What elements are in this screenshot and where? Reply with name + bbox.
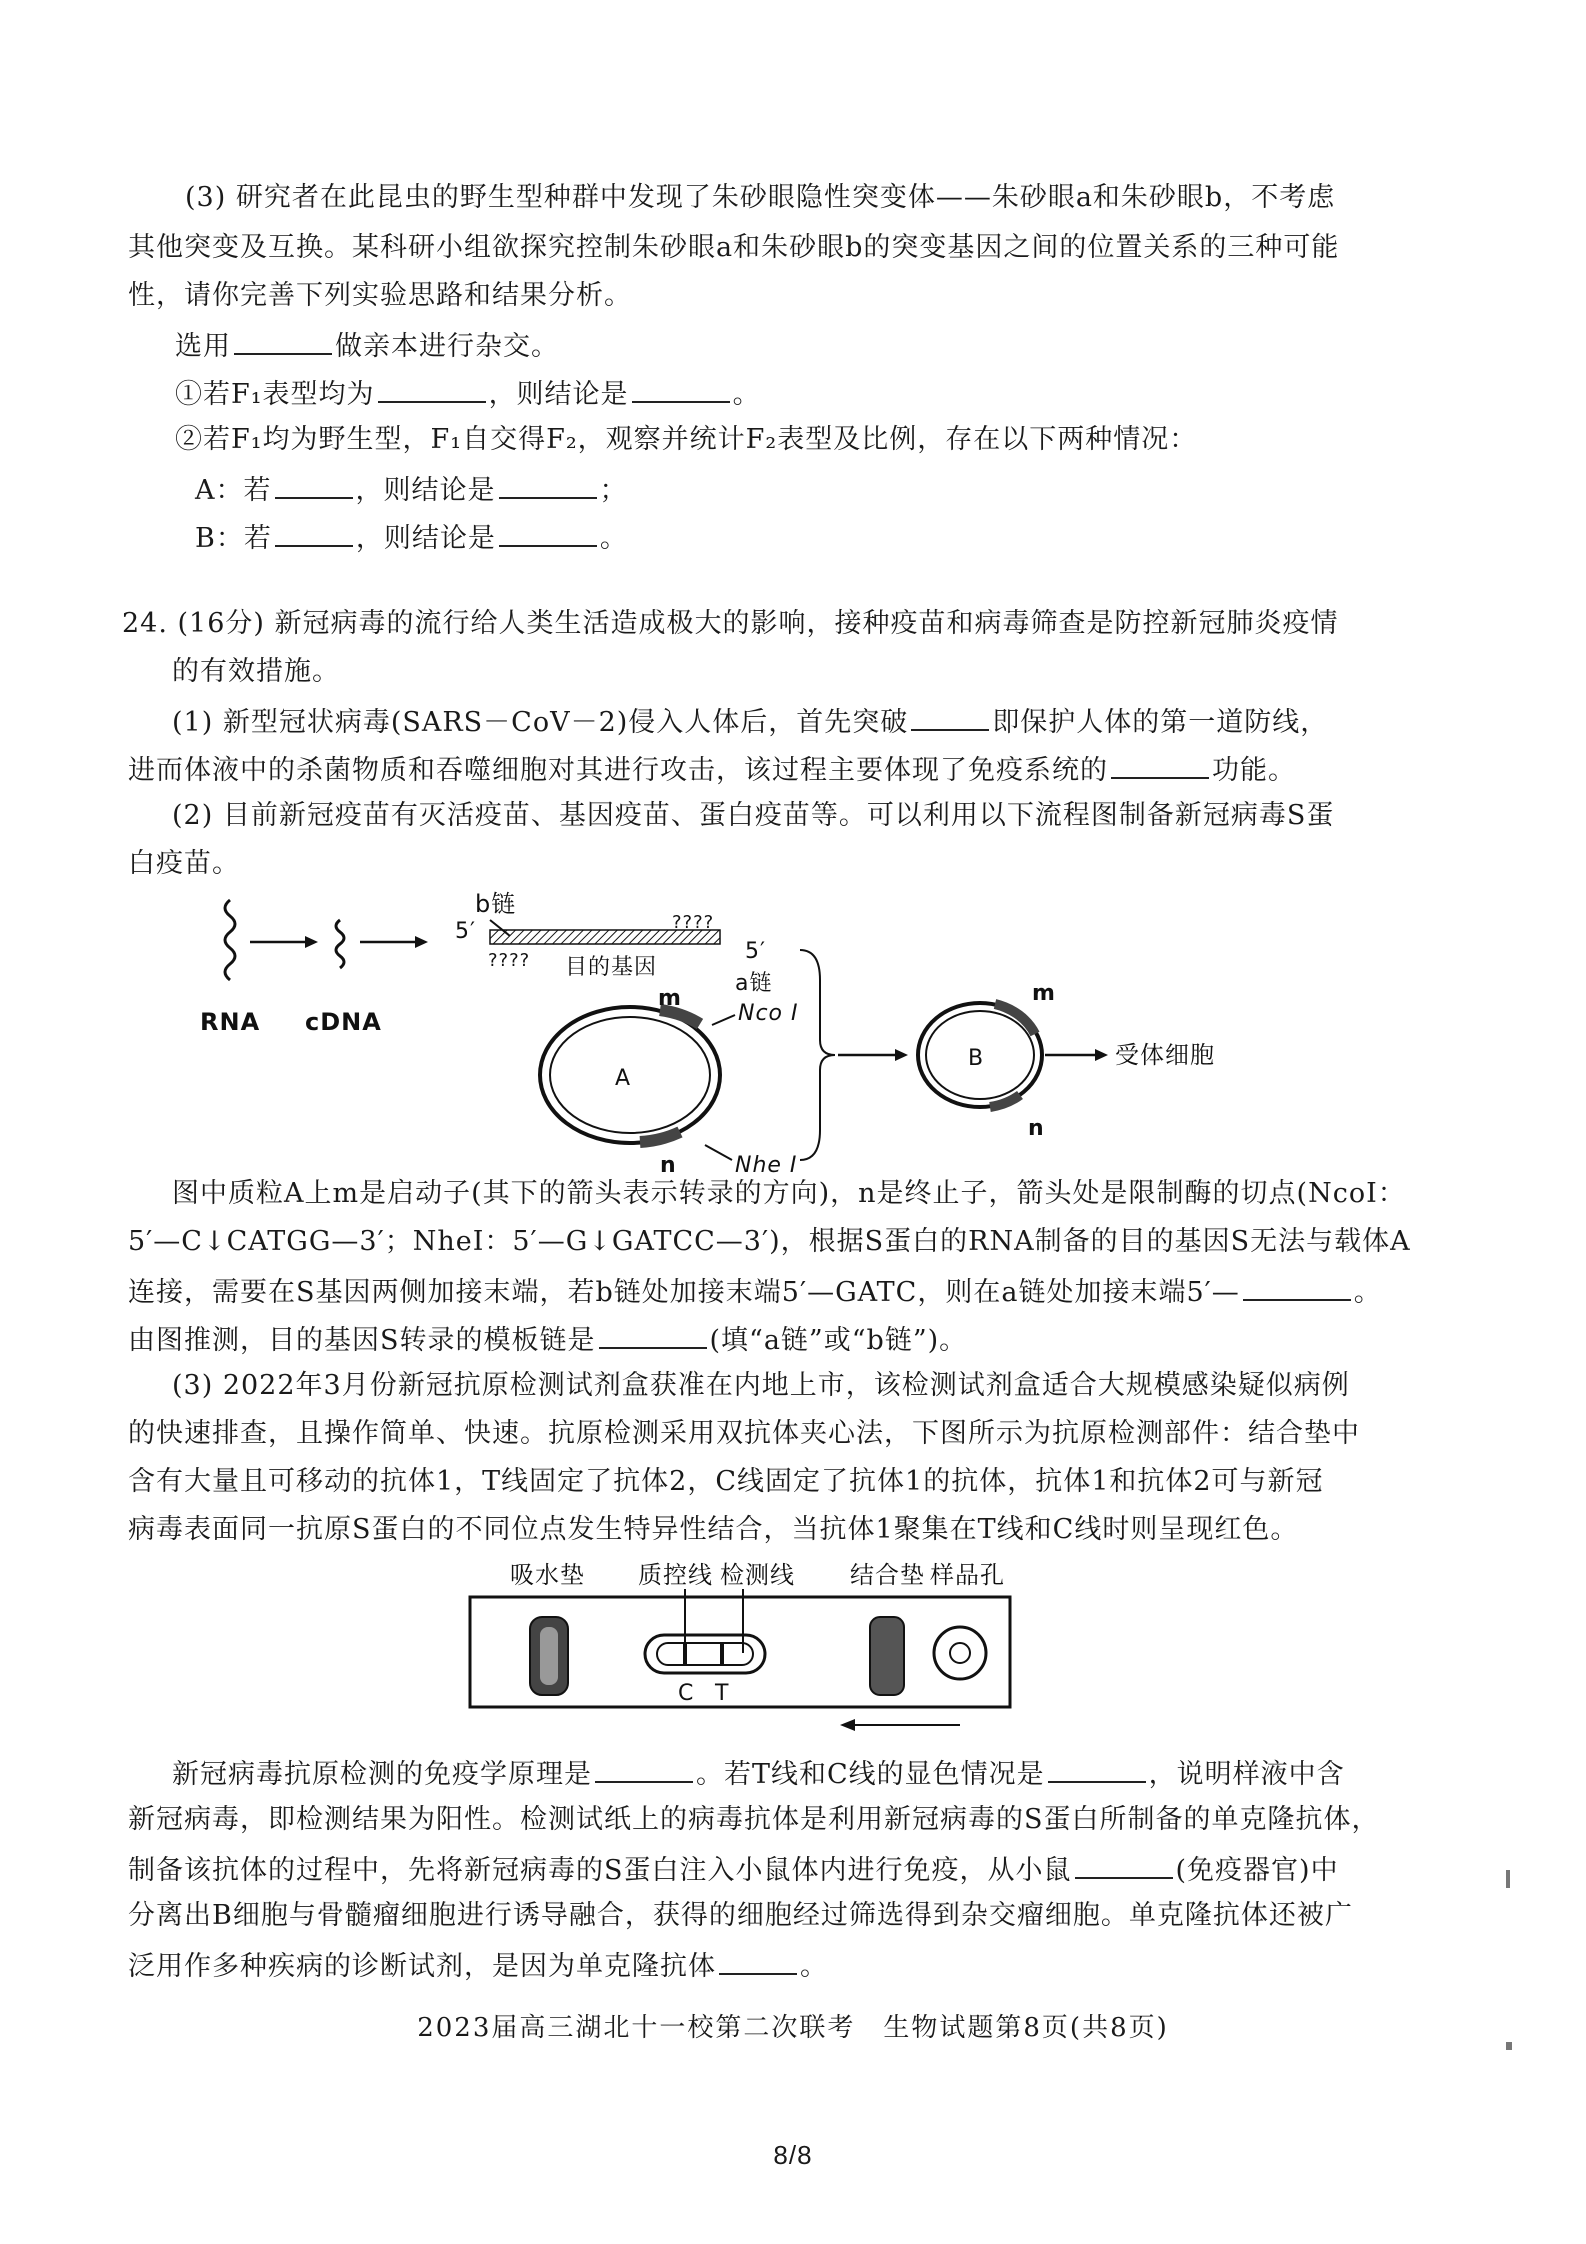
q3-line-5-mid: ，则结论是 [488,379,629,410]
answer-blank [1048,1755,1146,1783]
promoter-m-label: m [658,986,682,1011]
q24-p2-line-2: 白疫苗。 [128,848,240,879]
target-gene-label: 目的基因 [565,955,658,980]
q3-line-7-mid: ，则结论是 [355,475,496,506]
unknown-right: ???? [672,912,715,933]
answer-blank [275,471,353,499]
q24-p5-line-1-c: ，说明样液中含 [1148,1759,1345,1790]
q24-p3-line-4-end: (填“a链”或“b链”)。 [709,1325,968,1356]
q24-p1-suffix: 即保护人体的第一道防线， [992,707,1329,738]
q24-p1-line-2-suffix: 功能。 [1212,755,1296,786]
q24-p3-line-3-text: 连接，需要在S基因两侧加接末端，若b链处加接末端5′—GATC，则在a链处加接末端5′— [128,1277,1240,1308]
q3-line-5 [175,375,761,412]
answer-blank [499,471,597,499]
q3-line-8-prefix: B：若 [195,523,272,554]
q24-p5-line-3 [128,1851,1339,1888]
plasmid-b-label: B [968,1046,985,1071]
q3-line-4-prefix: 选用 [175,331,231,362]
q24-p5-line-3-end: (免疫器官)中 [1175,1855,1339,1886]
q24-p3-line-4-text: 由图推测，目的基因S转录的模板链是 [128,1325,596,1356]
q24-p5-line-1-a: 新冠病毒抗原检测的免疫学原理是 [172,1759,592,1790]
answer-blank [234,327,332,355]
reading-window [645,1635,765,1673]
q3-line-5-end: 。 [732,379,761,410]
q3-line-7-prefix: A：若 [195,475,272,506]
q24-p3-line-3-end: 。 [1353,1277,1382,1308]
q24-p1-line-1 [172,703,1328,740]
antigen-test-strip-diagram [460,1555,1040,1740]
unknown-left: ???? [488,950,531,971]
answer-blank [632,375,730,403]
scan-mark [1506,1870,1510,1888]
q24-p5-line-2: 新冠病毒，即检测结果为阳性。检测试纸上的病毒抗体是利用新冠病毒的S蛋白所制备的单克隆抗体， [128,1804,1380,1835]
b-strand-label: b链 [475,890,517,918]
answer-blank [499,519,597,547]
terminator-n-label: n [660,1153,677,1178]
nhe-site-label: Nhe I [735,1153,798,1178]
q24-p5-line-3-text: 制备该抗体的过程中，先将新冠病毒的S蛋白注入小鼠体内进行免疫，从小鼠 [128,1855,1072,1886]
q24-p4-line-4: 病毒表面同一抗原S蛋白的不同位点发生特异性结合，当抗体1聚集在T线和C线时则呈现红色。 [128,1514,1299,1545]
t-label: T [715,1681,730,1706]
test-line-label: 检测线 [720,1561,795,1589]
q24-p5-line-1-b: 。若T线和C线的显色情况是 [696,1759,1045,1790]
nco-site-label: Nco I [738,1001,799,1026]
q24-p3-line-4 [128,1321,967,1358]
rna-strand-icon [225,900,235,980]
q24-p1-prefix: (1) 新型冠状病毒(SARS－CoV－2)侵入人体后，首先突破 [172,707,909,738]
q24-p4-line-1: (3) 2022年3月份新冠抗原检测试剂盒获准在内地上市，该检测试剂盒适合大规模感染疑似病例 [172,1370,1350,1401]
rna-label: RNA [200,1008,261,1036]
scan-mark [1506,2042,1512,2050]
q3-line-3: 性，请你完善下列实验思路和结果分析。 [128,280,632,311]
plasmid-a-label: A [615,1066,632,1091]
q24-header-2: 的有效措施。 [172,656,340,687]
absorbent-pad-label: 吸水垫 [510,1561,585,1589]
answer-blank [599,1321,707,1349]
q24-p5-line-5 [128,1947,828,1984]
promoter-m-segment [660,1010,700,1024]
q24-p3-line-1: 图中质粒A上m是启动子(其下的箭头表示转录的方向)，n是终止子，箭头处是限制酶的切点(NcoI： [172,1178,1406,1209]
q3-line-2: 其他突变及互换。某科研小组欲探究控制朱砂眼a和朱砂眼b的突变基因之间的位置关系的三种可能 [128,232,1340,263]
q24-header-1: 24. (16分) 新冠病毒的流行给人类生活造成极大的影响，接种疫苗和病毒筛查是防控新冠肺炎疫情 [122,608,1339,639]
q24-p5-line-5-text: 泛用作多种疾病的诊断试剂，是因为单克隆抗体 [128,1951,716,1982]
sample-well [934,1627,986,1679]
conjugate-pad-label: 结合垫 [850,1561,925,1589]
cloning-flow-diagram [190,890,1300,1180]
q3-line-7 [195,471,628,508]
q24-p2-line-1: (2) 目前新冠疫苗有灭活疫苗、基因疫苗、蛋白疫苗等。可以利用以下流程图制备新冠病毒S蛋 [172,800,1335,831]
q3-line-1: (3) 研究者在此昆虫的野生型种群中发现了朱砂眼隐性突变体——朱砂眼a和朱砂眼b，不考虑 [185,182,1336,213]
cdna-label: cDNA [305,1008,382,1036]
q24-p1-line-2 [128,751,1296,788]
bracket [800,950,835,1160]
c-label: C [678,1681,695,1706]
answer-blank [719,1947,797,1975]
q24-p3-line-2: 5′—C↓CATGG—3′；NheI：5′—G↓GATCC—3′)，根据S蛋白的RNA制备的目的基因S无法与载体A [128,1226,1411,1257]
answer-blank [1111,751,1209,779]
cdna-strand-icon [336,920,344,968]
answer-blank [1243,1273,1351,1301]
q3-line-4-suffix: 做亲本进行杂交。 [335,331,559,362]
page-number: 8/8 [773,2140,813,2170]
page-footer: 2023届高三湖北十一校第二次联考 生物试题第8页(共8页) [417,2013,1169,2043]
q24-p1-line-2-prefix: 进而体液中的杀菌物质和吞噬细胞对其进行攻击，该过程主要体现了免疫系统的 [128,755,1108,786]
q24-p5-line-4: 分离出B细胞与骨髓瘤细胞进行诱导融合，获得的细胞经过筛选得到杂交瘤细胞。单克隆抗体还被广 [128,1900,1353,1931]
answer-blank [275,519,353,547]
q24-p5-line-5-end: 。 [800,1951,828,1982]
q3-line-8-end: 。 [599,523,628,554]
terminator-n-label-b: n [1028,1116,1045,1141]
terminator-n-segment [640,1132,680,1142]
q3-line-8 [195,519,628,556]
q3-line-8-mid: ，则结论是 [355,523,496,554]
control-line-label: 质控线 [638,1561,713,1589]
q24-p5-line-1 [172,1755,1345,1792]
recipient-cell-label: 受体细胞 [1115,1041,1215,1069]
answer-blank [378,375,486,403]
conjugate-pad [870,1617,904,1695]
q3-line-7-end: ； [599,475,628,506]
promoter-m-label-b: m [1032,981,1056,1006]
answer-blank [595,1755,693,1783]
answer-blank [1075,1851,1173,1879]
q24-p4-line-3: 含有大量且可移动的抗体1，T线固定了抗体2，C线固定了抗体1的抗体，抗体1和抗体2可与新冠 [128,1466,1324,1497]
q3-line-4 [175,327,559,364]
answer-blank [911,703,989,731]
five-prime-left: 5′ [455,919,476,944]
q24-p4-line-2: 的快速排查，且操作简单、快速。抗原检测采用双抗体夹心法，下图所示为抗原检测部件：结合垫中 [128,1418,1360,1449]
q3-line-5-prefix: ①若F₁表型均为 [175,379,375,410]
q3-line-6: ②若F₁均为野生型，F₁自交得F₂，观察并统计F₂表型及比例，存在以下两种情况： [175,424,1198,455]
sample-well-label: 样品孔 [930,1561,1005,1589]
five-prime-right: 5′ [745,939,766,964]
a-strand-label: a链 [735,971,773,996]
q24-p3-line-3 [128,1273,1382,1310]
